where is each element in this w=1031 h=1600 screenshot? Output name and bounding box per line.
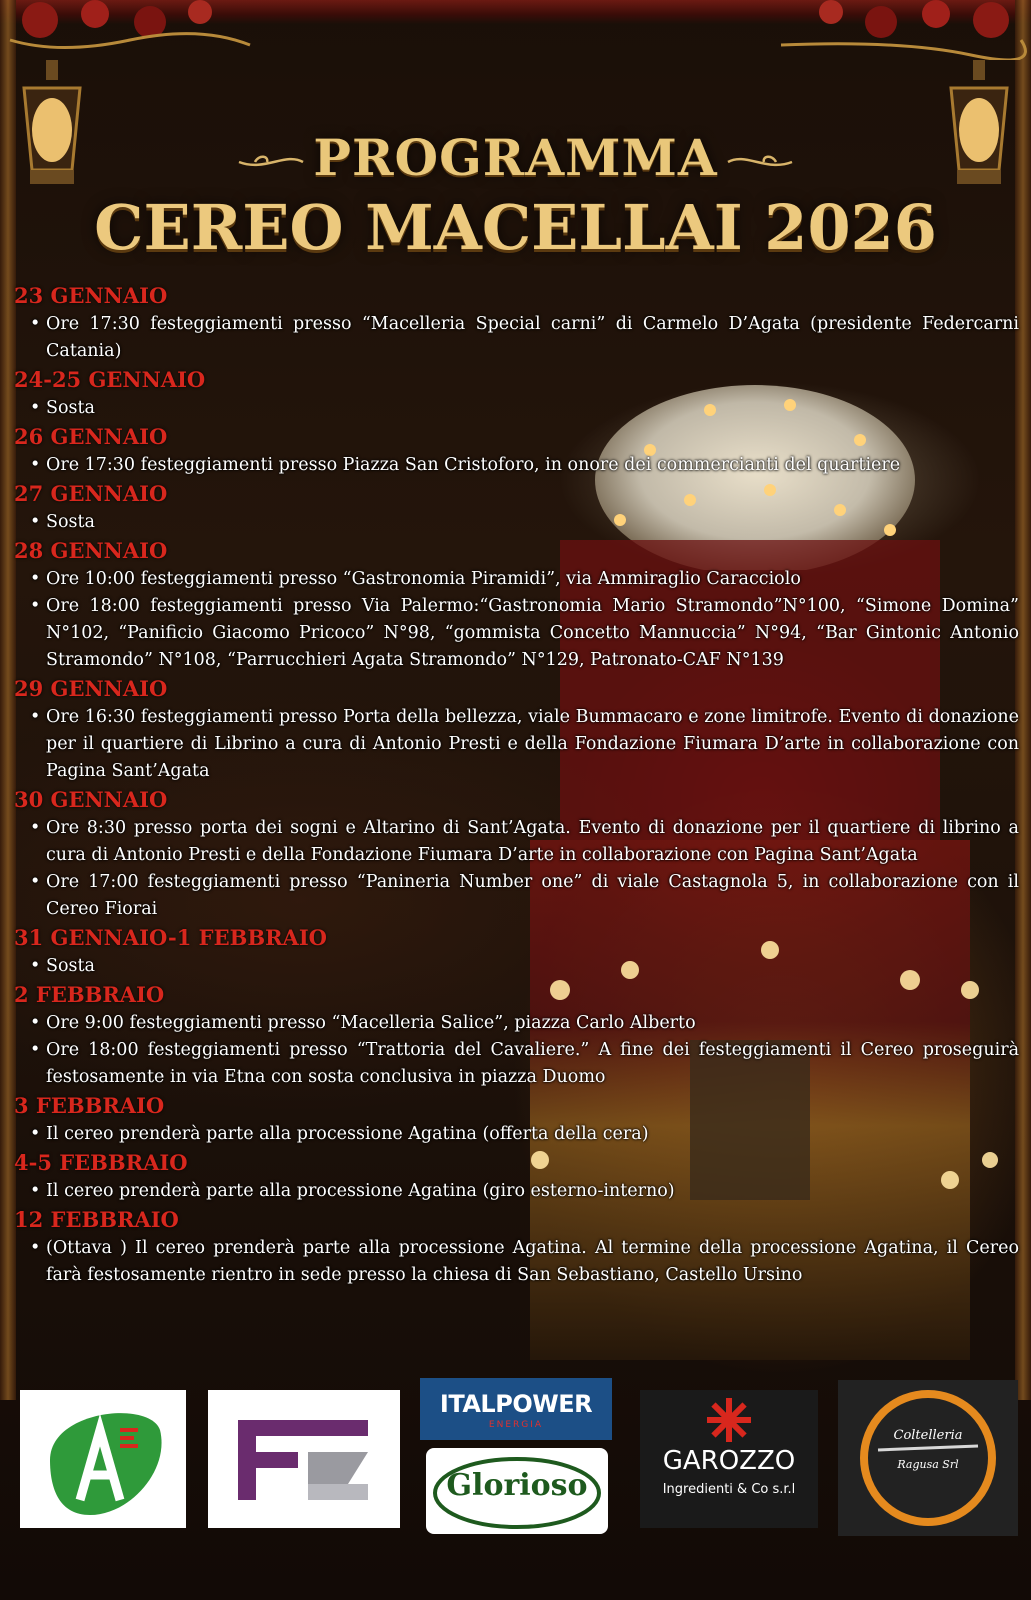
day-block [14,674,1019,785]
ae-logo-icon [20,1390,186,1528]
day-block [14,365,1019,422]
flourish-right-icon [726,150,796,174]
title-line-programma [0,130,1031,186]
day-heading: 12 FEBBRAIO [14,1207,179,1232]
event-item: • Ore 18:00 festeggiamenti presso “Trattoria del Cavaliere.” A fine dei festeggiamenti il Cereo proseguirà festosamente in via Etna con sosta conclusiva in piazza Duomo [14,1037,1019,1091]
sponsor-italpower-logo [420,1378,612,1440]
event-item: • Il cereo prenderà parte alla processione Agatina (giro esterno-interno) [14,1178,1019,1205]
coltelleria-name: Coltelleria [893,1428,963,1443]
day-heading: 30 GENNAIO [14,787,168,812]
garozzo-name: GAROZZO [662,1446,796,1476]
garozzo-star-icon [640,1390,818,1450]
italpower-name: ITALPOWER [439,1390,593,1418]
day-heading: 3 FEBBRAIO [14,1093,165,1118]
event-item: • Ore 18:00 festeggiamenti presso Via Palermo:“Gastronomia Mario Stramondo”N°100, “Simone Domina” N°102, “Panificio Giacomo Pricoco” N°98, “gommista Concetto Mannuccia” N°94, “Bar Gintonic Antonio Stramondo” N°108, “Parrucchieri Agata Stramondo” N°129, Patronato-CAF N°139 [14,593,1019,674]
day-block [14,536,1019,674]
sponsor-garozzo-logo [640,1390,818,1528]
day-heading: 27 GENNAIO [14,481,168,506]
sponsor-coltelleria-logo [838,1380,1018,1536]
event-item: • Ore 9:00 festeggiamenti presso “Macelleria Salice”, piazza Carlo Alberto [14,1010,1019,1037]
day-block [14,1205,1019,1289]
event-item: • Sosta [14,395,1019,422]
event-item: • Sosta [14,953,1019,980]
day-heading: 23 GENNAIO [14,283,168,308]
event-item: • Ore 17:30 festeggiamenti presso Piazza San Cristoforo, in onore dei commercianti del quartiere [14,452,1019,479]
glorioso-name: Glorioso [446,1468,588,1503]
roses-decoration-left [0,0,260,60]
event-item: • Sosta [14,509,1019,536]
day-block [14,785,1019,923]
day-block [14,1091,1019,1148]
fe-logo-icon [208,1390,400,1528]
sponsor-fe-logo [208,1390,400,1528]
day-block [14,281,1019,365]
event-item: • Ore 17:30 festeggiamenti presso “Macelleria Special carni” di Carmelo D’Agata (presidente Federcarni Catania) [14,311,1019,365]
flourish-left-icon [235,150,305,174]
garozzo-sub: Ingredienti & Co s.r.l [662,1482,796,1497]
day-heading: 26 GENNAIO [14,424,168,449]
day-heading: 31 GENNAIO-1 FEBBRAIO [14,925,327,950]
italpower-sub: ENERGIA [488,1420,544,1430]
sponsor-logos [0,1378,1031,1578]
event-item: • Ore 10:00 festeggiamenti presso “Gastronomia Piramidi”, via Ammiraglio Caracciolo [14,566,1019,593]
coltelleria-sub: Ragusa Srl [897,1458,959,1471]
title-cereo-macellai: CEREO MACELLAI 2026 [94,191,937,264]
day-heading: 24-25 GENNAIO [14,367,206,392]
day-block [14,479,1019,536]
day-heading: 29 GENNAIO [14,676,168,701]
day-heading: 2 FEBBRAIO [14,982,165,1007]
event-item: • Il cereo prenderà parte alla processione Agatina (offerta della cera) [14,1121,1019,1148]
event-item: • (Ottava ) Il cereo prenderà parte alla processione Agatina. Al termine della processione Agatina, il Cereo farà festosamente rientro in sede presso la chiesa di San Sebastiano, Castello Ursino [14,1235,1019,1289]
day-block [14,422,1019,479]
day-heading: 28 GENNAIO [14,538,168,563]
sponsor-ae-logo [20,1390,186,1528]
day-heading: 4-5 FEBBRAIO [14,1150,188,1175]
day-block [14,1148,1019,1205]
event-item: • Ore 17:00 festeggiamenti presso “Panineria Number one” di viale Castagnola 5, in collaborazione con il Cereo Fiorai [14,869,1019,923]
event-item: • Ore 16:30 festeggiamenti presso Porta della bellezza, viale Bummacaro e zone limitrofe. Evento di donazione per il quartiere di Librino a cura di Antonio Presti e della Fondazione Fiumara D’arte in collaborazione con Pagina Sant’Agata [14,704,1019,785]
day-block [14,980,1019,1091]
title-programma-text: PROGRAMMA [313,128,718,187]
day-block [14,923,1019,980]
schedule-list [14,281,1019,1289]
sponsor-glorioso-logo [426,1448,608,1534]
title-block [0,130,1031,270]
event-item: • Ore 8:30 presso porta dei sogni e Altarino di Sant’Agata. Evento di donazione per il quartiere di librino a cura di Antonio Presti e della Fondazione Fiumara D’arte in collaborazione con Pagina Sant’Agata [14,815,1019,869]
roses-decoration-right [771,0,1031,60]
